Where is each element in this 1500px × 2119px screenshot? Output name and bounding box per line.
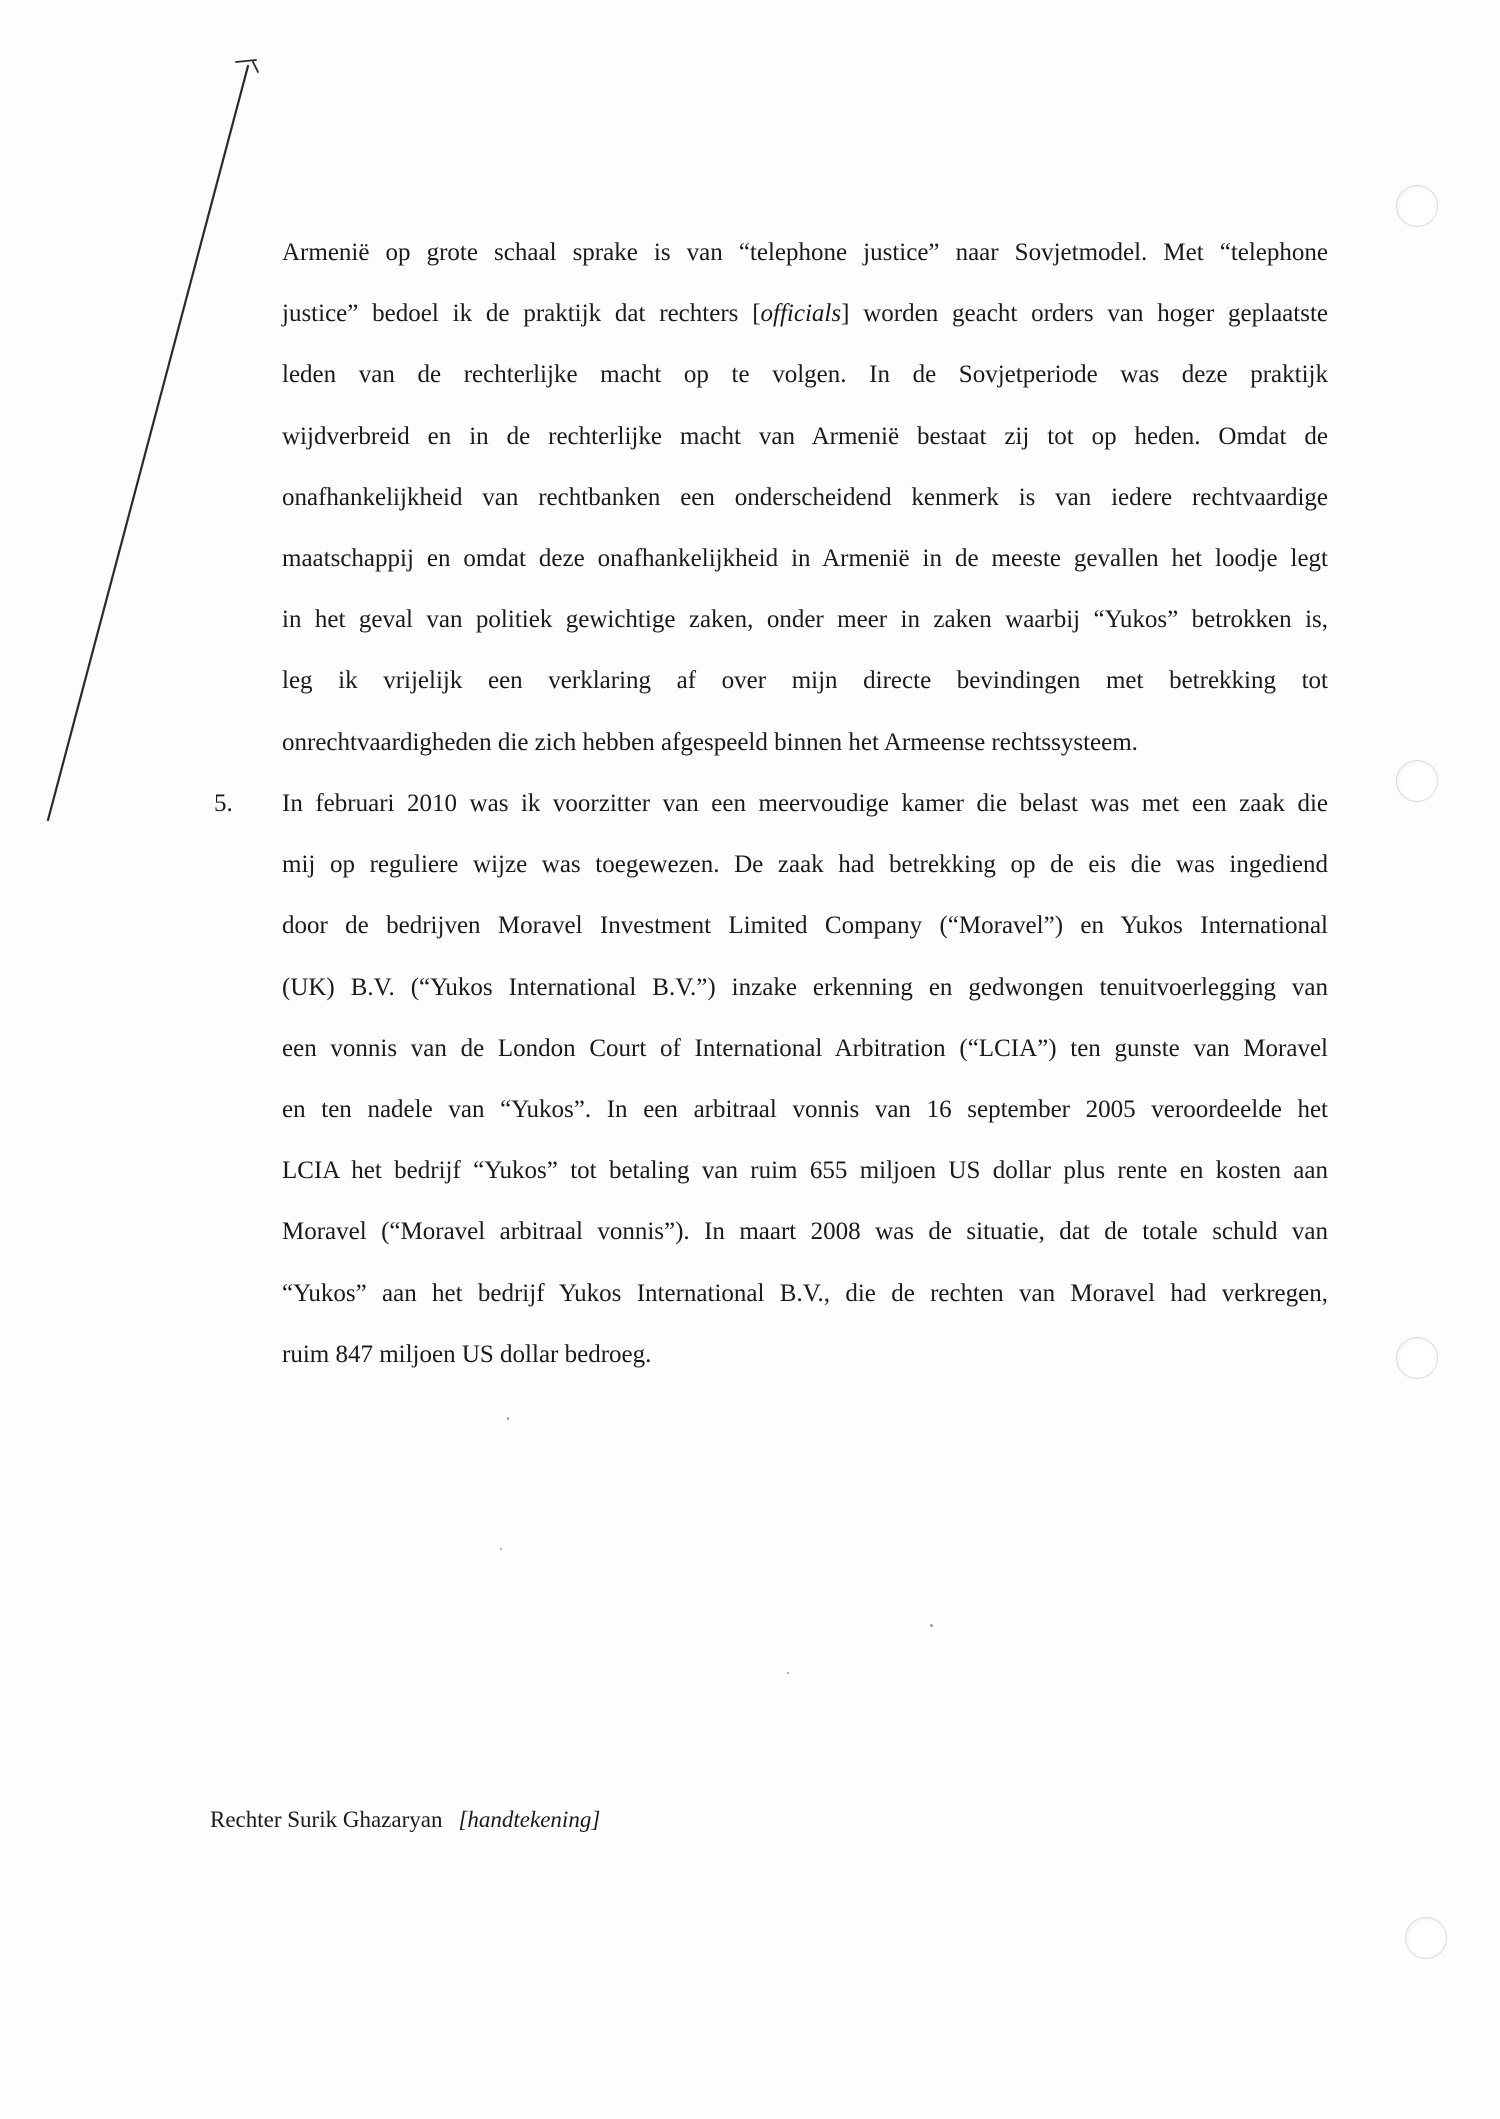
punch-hole-1 — [1396, 185, 1438, 227]
paragraph-line: LCIA het bedrijf “Yukos” tot betaling van ruim 655 miljoen US dollar plus rente en kosten aan — [282, 1157, 1328, 1185]
scan-speck — [930, 1624, 933, 1627]
paragraph-line: onrechtvaardigheden die zich hebben afgespeeld binnen het Armeense rechtssysteem. — [282, 728, 1138, 756]
signatory-name: Rechter Surik Ghazaryan — [210, 1807, 443, 1832]
paragraph-number: 5. — [214, 790, 233, 817]
paragraph-line: mij op reguliere wijze was toegewezen. De zaak had betrekking op de eis die was ingediend — [282, 851, 1328, 879]
paragraph-line — [282, 283, 1328, 344]
paragraph-line: onafhankelijkheid van rechtbanken een onderscheidend kenmerk is van iedere rechtvaardige — [282, 483, 1328, 511]
paragraph-4-continued — [282, 222, 1328, 773]
signature-line — [210, 1800, 600, 1840]
paragraph-line: door de bedrijven Moravel Investment Limited Company (“Moravel”) en Yukos International — [282, 912, 1328, 940]
paragraph-line: en ten nadele van “Yukos”. In een arbitraal vonnis van 16 september 2005 veroordeelde het — [282, 1096, 1328, 1124]
line-text: justice” bedoel ik de praktijk dat rechters [ — [282, 300, 761, 328]
line-text: ] worden geacht orders van hoger geplaatste — [841, 300, 1328, 328]
punch-hole-4 — [1405, 1917, 1447, 1959]
paragraph-line: wijdverbreid en in de rechterlijke macht van Armenië bestaat zij tot op heden. Omdat de — [282, 422, 1328, 450]
paragraph-line: “Yukos” aan het bedrijf Yukos International B.V., die de rechten van Moravel had verkregen, — [282, 1279, 1328, 1307]
scan-speck — [507, 1417, 509, 1420]
paragraph-line: maatschappij en omdat deze onafhankelijkheid in Armenië in de meeste gevallen het loodje legt — [282, 545, 1328, 573]
paragraph-line: In februari 2010 was ik voorzitter van een meervoudige kamer die belast was met een zaak die — [282, 790, 1328, 817]
paragraph-line: leg ik vrijelijk een verklaring af over mijn directe bevindingen met betrekking tot — [282, 667, 1328, 695]
paragraph-line: (UK) B.V. (“Yukos International B.V.”) inzake erkenning en gedwongen tenuitvoerlegging van — [282, 973, 1328, 1001]
paragraph-line: een vonnis van de London Court of International Arbitration (“LCIA”) ten gunste van Moravel — [282, 1034, 1328, 1062]
paragraph-5 — [282, 773, 1328, 1385]
paragraph-line: ruim 847 miljoen US dollar bedroeg. — [282, 1340, 652, 1368]
punch-hole-2 — [1396, 760, 1438, 802]
signature-note: [handtekening] — [458, 1807, 601, 1832]
scan-speck — [500, 1548, 502, 1550]
italic-term: officials — [760, 300, 842, 328]
paragraph-line: Moravel (“Moravel arbitraal vonnis”). In maart 2008 was de situatie, dat de totale schuld van — [282, 1218, 1328, 1246]
scan-speck — [787, 1672, 789, 1674]
paragraph-line: in het geval van politiek gewichtige zaken, onder meer in zaken waarbij “Yukos” betrokken is, — [282, 606, 1328, 634]
paragraph-line: leden van de rechterlijke macht op te volgen. In de Sovjetperiode was deze praktijk — [282, 361, 1328, 389]
paragraph-line: Armenië op grote schaal sprake is van “telephone justice” naar Sovjetmodel. Met “telephone — [282, 239, 1328, 266]
punch-hole-3 — [1396, 1337, 1438, 1379]
